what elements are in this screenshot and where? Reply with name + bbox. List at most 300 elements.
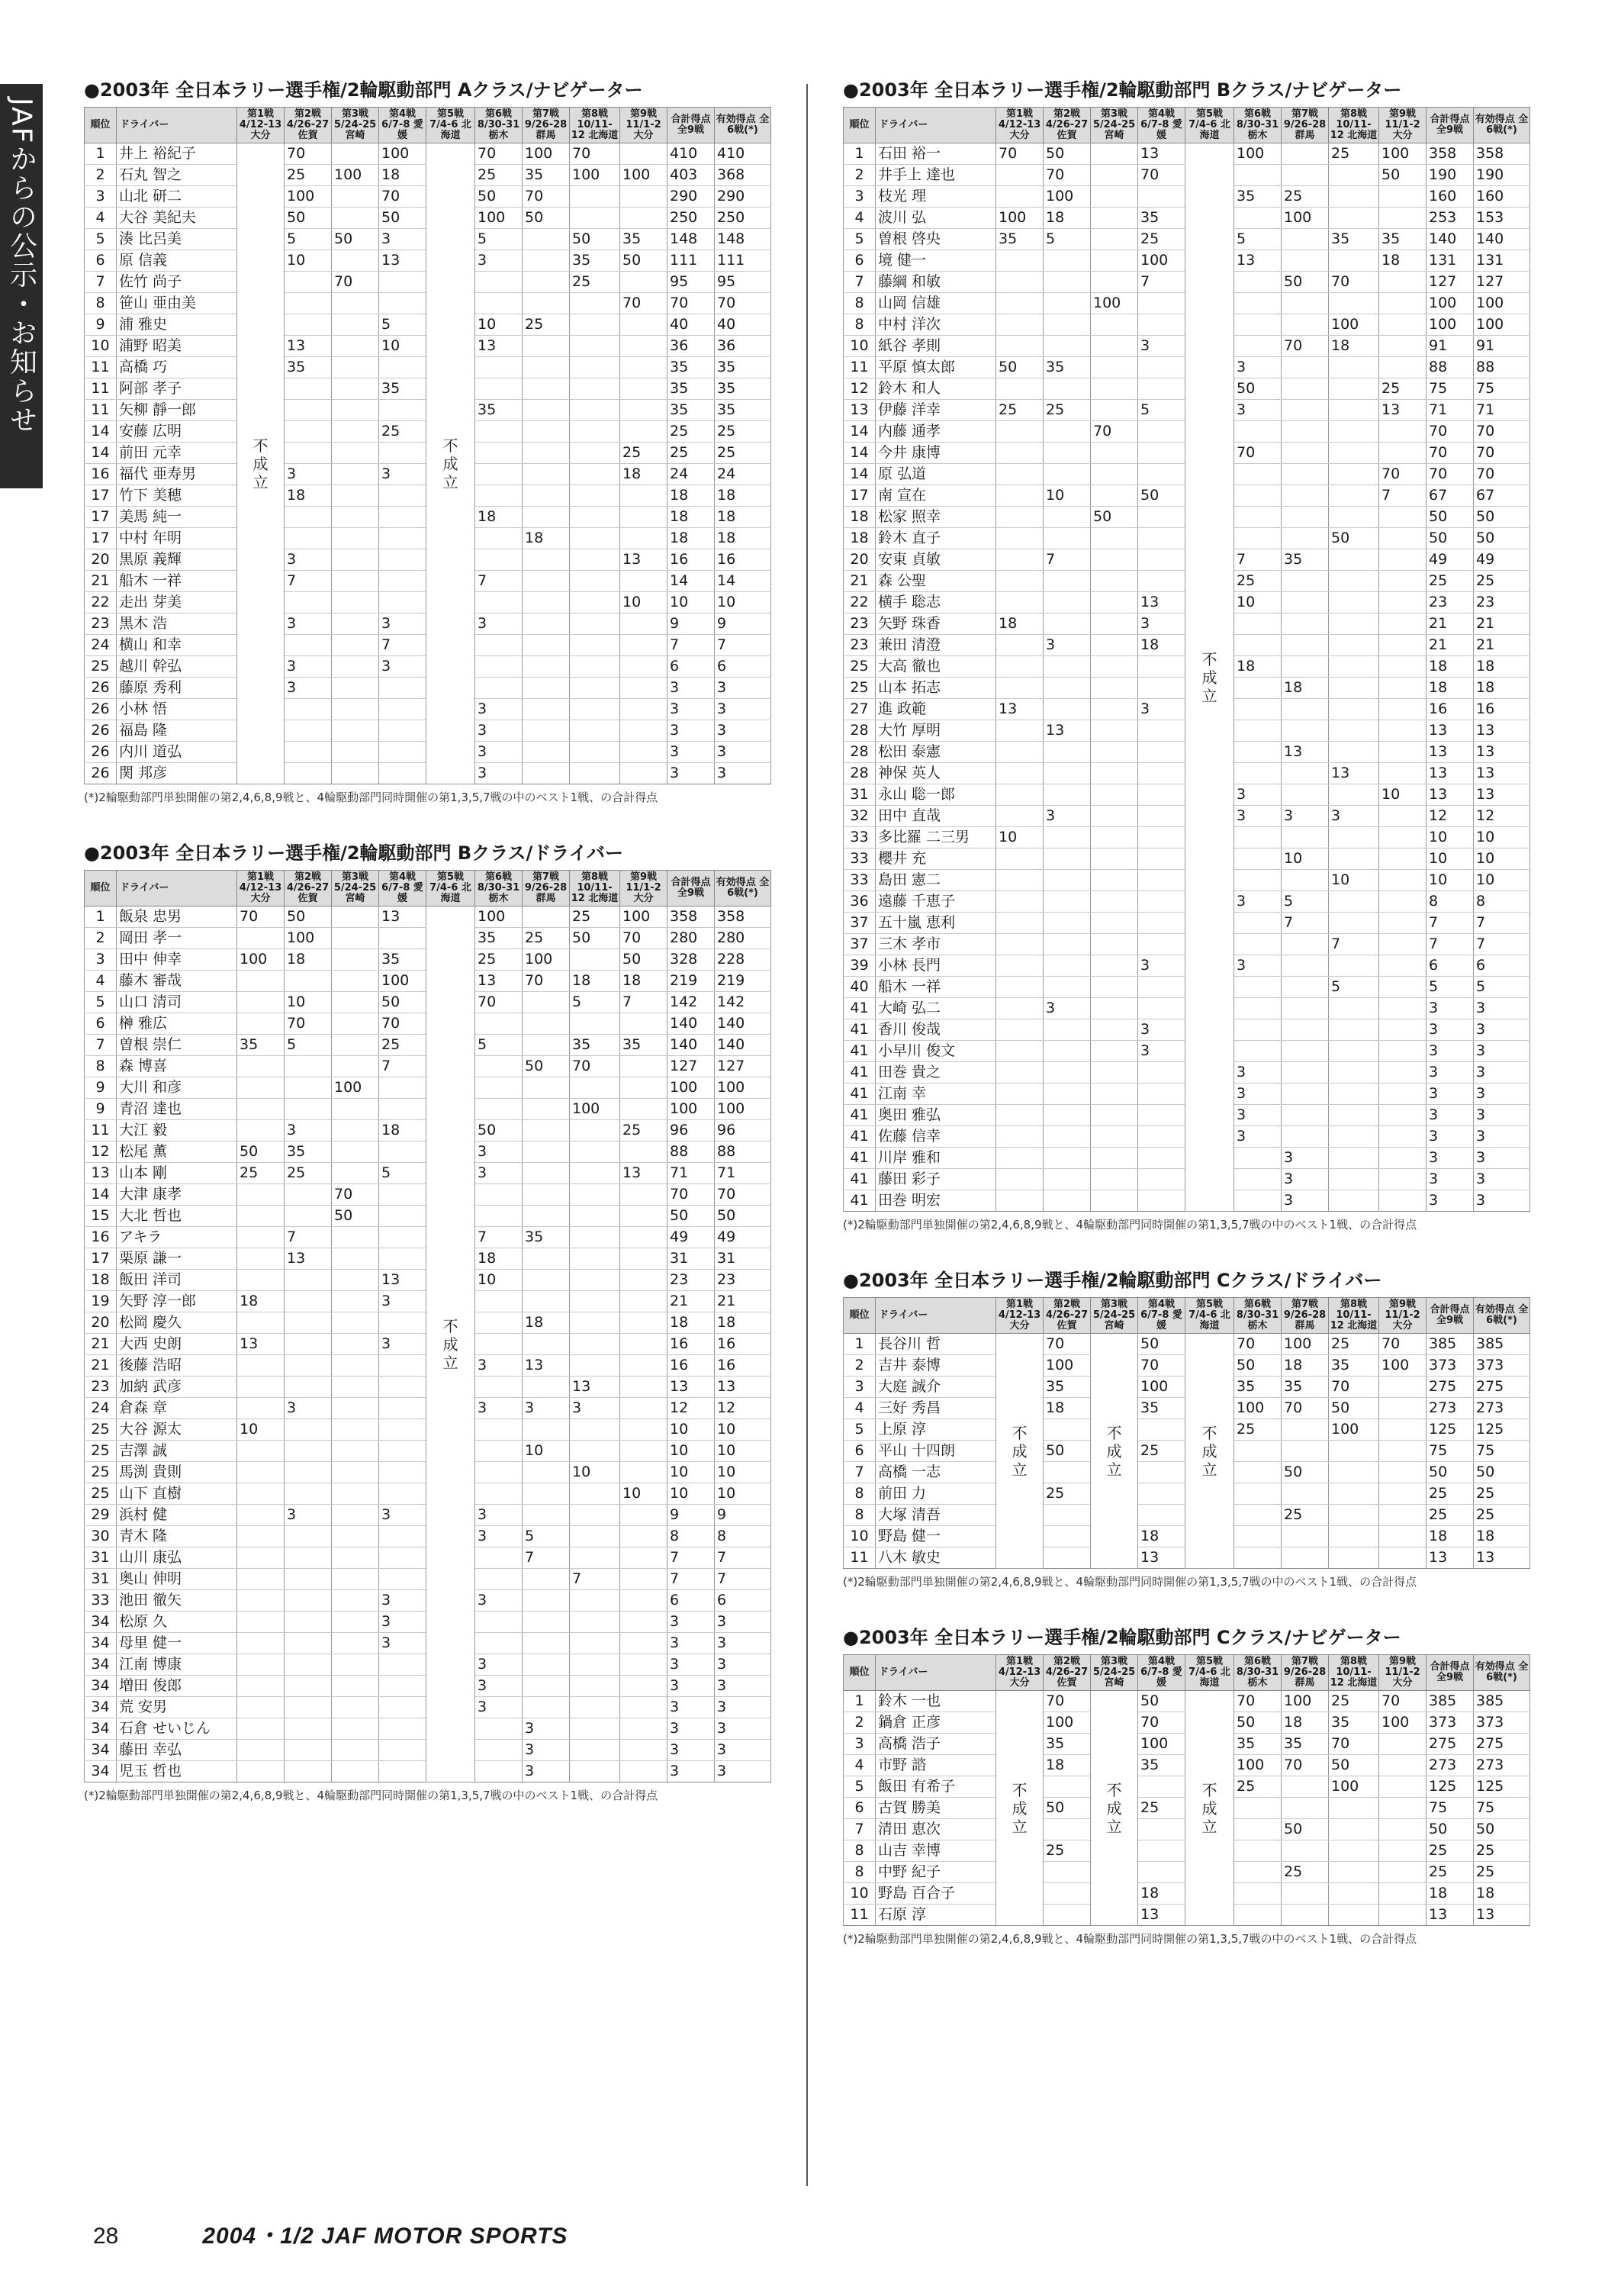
- score-cell: 13: [523, 1355, 570, 1377]
- score-cell: 25: [379, 1035, 426, 1056]
- score-cell: [1329, 1041, 1379, 1062]
- magazine-title: 2004・1/2 JAF MOTOR SPORTS: [202, 2224, 568, 2249]
- score-cell: [1282, 1883, 1329, 1905]
- name-cell: 川岸 雅和: [876, 1148, 996, 1169]
- score-cell: [620, 143, 667, 165]
- score-cell: [475, 1184, 523, 1206]
- score-cell: 25: [667, 443, 715, 464]
- score-cell: 3: [523, 1718, 570, 1740]
- score-cell: [996, 784, 1044, 806]
- name-cell: 野島 健一: [876, 1526, 996, 1547]
- score-cell: 24: [715, 464, 771, 485]
- name-cell: 森 公聖: [876, 571, 996, 592]
- name-cell: 矢野 淳一郎: [117, 1291, 237, 1312]
- header-total: 合計得点 全9戦: [1426, 1655, 1474, 1691]
- score-cell: 18: [1044, 1398, 1091, 1419]
- score-cell: [523, 1120, 570, 1142]
- score-cell: [620, 314, 667, 336]
- score-cell: 3: [1138, 955, 1185, 977]
- score-cell: 3: [1282, 806, 1329, 827]
- score-cell: [1138, 998, 1185, 1019]
- score-cell: 131: [1426, 250, 1474, 272]
- score-cell: [523, 1334, 570, 1355]
- score-cell: 10: [715, 1419, 771, 1441]
- score-cell: [1329, 1883, 1379, 1905]
- score-cell: 12: [1426, 806, 1474, 827]
- score-cell: [285, 1612, 332, 1633]
- score-cell: [996, 507, 1044, 528]
- score-cell: 10: [715, 1441, 771, 1462]
- score-cell: [1329, 400, 1379, 421]
- score-cell: 25: [620, 1120, 667, 1142]
- name-cell: 伊藤 洋幸: [876, 400, 996, 421]
- score-cell: [620, 635, 667, 656]
- score-cell: 10: [570, 1462, 620, 1483]
- score-cell: [1138, 1840, 1185, 1862]
- score-cell: 25: [1329, 1691, 1379, 1712]
- score-cell: [1138, 549, 1185, 571]
- score-cell: 25: [1234, 1776, 1282, 1798]
- score-cell: [996, 1062, 1044, 1084]
- score-cell: [285, 720, 332, 742]
- score-cell: [379, 763, 426, 784]
- score-cell: [1329, 549, 1379, 571]
- header-rank: 順位: [844, 1655, 876, 1691]
- score-cell: [620, 1398, 667, 1419]
- score-cell: 13: [667, 1377, 715, 1398]
- score-cell: 25: [715, 443, 771, 464]
- score-cell: [1234, 1526, 1282, 1547]
- name-cell: 増田 俊郎: [117, 1676, 237, 1697]
- rank-cell: 4: [844, 208, 876, 229]
- rank-cell: 33: [85, 1590, 117, 1612]
- score-cell: 3: [667, 1633, 715, 1654]
- score-cell: [332, 1312, 379, 1334]
- rank-cell: 24: [85, 635, 117, 656]
- rank-cell: 39: [844, 955, 876, 977]
- header-r4: 第4戦 6/7-8 愛媛: [379, 108, 426, 143]
- score-cell: [475, 1312, 523, 1334]
- score-cell: [1044, 891, 1091, 913]
- rank-cell: 34: [85, 1654, 117, 1676]
- name-cell: 井上 裕紀子: [117, 143, 237, 165]
- rank-cell: 20: [85, 1312, 117, 1334]
- score-cell: [1044, 1041, 1091, 1062]
- score-cell: 35: [1138, 208, 1185, 229]
- score-cell: [332, 635, 379, 656]
- rank-cell: 3: [844, 1734, 876, 1755]
- rank-cell: 5: [844, 1776, 876, 1798]
- score-cell: [1329, 913, 1379, 934]
- score-cell: [570, 592, 620, 613]
- name-cell: 古賀 勝美: [876, 1798, 996, 1819]
- name-cell: 美馬 純一: [117, 507, 237, 528]
- score-cell: [1044, 784, 1091, 806]
- score-cell: [1379, 528, 1426, 549]
- score-cell: 50: [1044, 143, 1091, 165]
- score-cell: [620, 1505, 667, 1526]
- score-cell: [570, 1547, 620, 1569]
- column-divider: [806, 84, 808, 2186]
- score-cell: [237, 1761, 285, 1782]
- score-cell: [1379, 571, 1426, 592]
- score-cell: 153: [1474, 208, 1530, 229]
- score-cell: 70: [1329, 1734, 1379, 1755]
- score-cell: 131: [1474, 250, 1530, 272]
- score-cell: [1138, 827, 1185, 849]
- name-cell: 田中 直哉: [876, 806, 996, 827]
- score-cell: [1379, 186, 1426, 208]
- score-cell: 100: [379, 971, 426, 992]
- score-cell: [285, 635, 332, 656]
- header-r2: 第2戦 4/26-27 佐賀: [1044, 108, 1091, 143]
- score-cell: [237, 1312, 285, 1334]
- score-cell: 7: [475, 571, 523, 592]
- score-cell: [1329, 742, 1379, 763]
- score-cell: 5: [285, 229, 332, 250]
- score-cell: 70: [667, 293, 715, 314]
- score-cell: 70: [1379, 1691, 1426, 1712]
- rank-cell: 1: [85, 906, 117, 928]
- score-cell: [332, 186, 379, 208]
- score-cell: 3: [285, 549, 332, 571]
- score-cell: [620, 742, 667, 763]
- score-cell: 3: [1329, 806, 1379, 827]
- score-cell: [523, 992, 570, 1013]
- score-cell: [1379, 720, 1426, 742]
- name-cell: 兼田 清澄: [876, 635, 996, 656]
- score-cell: [620, 421, 667, 443]
- score-cell: [620, 1248, 667, 1270]
- score-cell: [996, 1126, 1044, 1148]
- score-cell: 18: [1379, 250, 1426, 272]
- score-cell: 18: [475, 507, 523, 528]
- header-r1: 第1戦 4/12-13 大分: [996, 1655, 1044, 1691]
- score-cell: 18: [1044, 208, 1091, 229]
- score-cell: 35: [1044, 1734, 1091, 1755]
- rank-cell: 37: [844, 913, 876, 934]
- score-cell: [1091, 571, 1138, 592]
- score-cell: [1091, 378, 1138, 400]
- score-cell: [1234, 720, 1282, 742]
- rank-cell: 28: [844, 742, 876, 763]
- score-cell: 3: [285, 613, 332, 635]
- score-cell: 13: [1234, 250, 1282, 272]
- score-cell: [1329, 1483, 1379, 1505]
- score-cell: 10: [996, 827, 1044, 849]
- score-cell: 18: [667, 1312, 715, 1334]
- score-cell: [1138, 1169, 1185, 1190]
- score-cell: 3: [715, 720, 771, 742]
- score-cell: [1234, 485, 1282, 507]
- score-cell: 18: [715, 528, 771, 549]
- score-cell: [1329, 1505, 1379, 1526]
- score-cell: 100: [667, 1099, 715, 1120]
- score-cell: 18: [1426, 656, 1474, 678]
- score-cell: 18: [1138, 635, 1185, 656]
- rank-cell: 2: [844, 1712, 876, 1734]
- score-cell: 31: [667, 1248, 715, 1270]
- score-cell: 36: [667, 336, 715, 357]
- score-cell: [379, 1462, 426, 1483]
- name-cell: 藤木 審哉: [117, 971, 237, 992]
- score-cell: [996, 1190, 1044, 1212]
- score-cell: [1379, 1734, 1426, 1755]
- score-cell: 70: [1329, 272, 1379, 293]
- score-cell: 18: [523, 528, 570, 549]
- name-cell: 飯田 洋司: [117, 1270, 237, 1291]
- score-cell: [1044, 528, 1091, 549]
- score-cell: 18: [1329, 336, 1379, 357]
- score-cell: 50: [1474, 1819, 1530, 1840]
- name-cell: 高橋 浩子: [876, 1734, 996, 1755]
- score-cell: [1234, 293, 1282, 314]
- score-cell: [1379, 1084, 1426, 1105]
- score-cell: [475, 1077, 523, 1099]
- score-cell: 18: [715, 1312, 771, 1334]
- rank-cell: 7: [844, 1819, 876, 1840]
- score-cell: [1138, 1776, 1185, 1798]
- rank-cell: 25: [844, 678, 876, 699]
- score-cell: [1282, 1062, 1329, 1084]
- score-cell: [1091, 699, 1138, 720]
- score-cell: 35: [1329, 1712, 1379, 1734]
- score-cell: 100: [475, 906, 523, 928]
- score-cell: 96: [715, 1120, 771, 1142]
- score-cell: [1234, 763, 1282, 784]
- score-cell: 3: [285, 1398, 332, 1419]
- score-cell: [570, 1227, 620, 1248]
- name-cell: 福島 隆: [117, 720, 237, 742]
- rank-cell: 1: [844, 1334, 876, 1355]
- score-cell: 3: [379, 464, 426, 485]
- score-cell: [1138, 913, 1185, 934]
- score-cell: 75: [1474, 378, 1530, 400]
- score-cell: [1329, 891, 1379, 913]
- score-cell: [475, 1206, 523, 1227]
- score-cell: 3: [667, 720, 715, 742]
- score-cell: 358: [667, 906, 715, 928]
- header-r6: 第6戦 8/30-31 栃木: [475, 108, 523, 143]
- score-cell: [1379, 1169, 1426, 1190]
- score-cell: 8: [667, 1526, 715, 1547]
- score-cell: [1044, 1148, 1091, 1169]
- score-cell: [1044, 827, 1091, 849]
- score-cell: 50: [379, 208, 426, 229]
- score-cell: 18: [1282, 1712, 1329, 1734]
- score-cell: 3: [475, 1355, 523, 1377]
- score-cell: 12: [1474, 806, 1530, 827]
- score-cell: [332, 1569, 379, 1590]
- score-cell: [379, 1761, 426, 1782]
- name-cell: 曽根 崇仁: [117, 1035, 237, 1056]
- score-cell: [1379, 891, 1426, 913]
- table-b-drv: [84, 841, 770, 1804]
- score-cell: 100: [1426, 293, 1474, 314]
- rank-cell: 12: [85, 1142, 117, 1163]
- rank-cell: 8: [844, 1505, 876, 1526]
- score-cell: 25: [1044, 400, 1091, 421]
- score-cell: [1379, 1019, 1426, 1041]
- score-cell: 70: [1379, 464, 1426, 485]
- rank-cell: 41: [844, 1169, 876, 1190]
- score-cell: 3: [475, 1163, 523, 1184]
- score-cell: [1091, 186, 1138, 208]
- score-cell: [1379, 635, 1426, 656]
- score-cell: 100: [523, 949, 570, 971]
- score-cell: [1044, 1419, 1091, 1441]
- score-cell: [285, 1355, 332, 1377]
- score-cell: [1091, 336, 1138, 357]
- score-cell: 5: [1138, 400, 1185, 421]
- name-cell: 高橋 一志: [876, 1462, 996, 1483]
- score-cell: [620, 1590, 667, 1612]
- score-cell: [1234, 827, 1282, 849]
- score-cell: [1044, 1169, 1091, 1190]
- name-cell: 荒 安男: [117, 1697, 237, 1718]
- score-cell: [1329, 186, 1379, 208]
- score-cell: 373: [1426, 1712, 1474, 1734]
- name-cell: 関 邦彦: [117, 763, 237, 784]
- score-cell: [285, 1419, 332, 1441]
- score-cell: [475, 272, 523, 293]
- score-cell: 190: [1474, 165, 1530, 186]
- score-cell: 50: [285, 906, 332, 928]
- score-cell: 35: [523, 1227, 570, 1248]
- score-cell: 18: [1474, 656, 1530, 678]
- score-cell: 13: [1138, 592, 1185, 613]
- score-cell: 70: [1379, 1334, 1426, 1355]
- score-cell: [1379, 1755, 1426, 1776]
- score-cell: [620, 1654, 667, 1676]
- score-cell: 70: [1044, 1691, 1091, 1712]
- score-cell: [620, 1718, 667, 1740]
- score-cell: 50: [1282, 272, 1329, 293]
- score-cell: [1329, 1819, 1379, 1840]
- score-cell: [1044, 742, 1091, 763]
- score-cell: 3: [1234, 400, 1282, 421]
- score-cell: [379, 1184, 426, 1206]
- score-cell: 50: [1426, 507, 1474, 528]
- score-cell: [285, 1590, 332, 1612]
- score-cell: [332, 1334, 379, 1355]
- rank-cell: 26: [85, 763, 117, 784]
- score-cell: [1329, 955, 1379, 977]
- score-cell: 100: [996, 208, 1044, 229]
- score-cell: [620, 699, 667, 720]
- score-cell: 3: [1474, 1062, 1530, 1084]
- score-cell: [1234, 1798, 1282, 1819]
- header-r8: 第8戦 10/11-12 北海道: [1329, 1655, 1379, 1691]
- table-c-nav: [843, 1625, 1529, 1947]
- score-cell: [570, 336, 620, 357]
- score-cell: [570, 1761, 620, 1782]
- score-cell: [1091, 742, 1138, 763]
- name-cell: 田中 伸幸: [117, 949, 237, 971]
- name-cell: 飯田 有希子: [876, 1776, 996, 1798]
- score-cell: [332, 549, 379, 571]
- score-cell: [996, 421, 1044, 443]
- score-cell: 10: [715, 1483, 771, 1505]
- rank-cell: 2: [85, 928, 117, 949]
- header-r9: 第9戦 11/1-2 大分: [1379, 1655, 1426, 1691]
- score-cell: 3: [667, 1612, 715, 1633]
- name-cell: 紙谷 孝則: [876, 336, 996, 357]
- score-cell: [332, 1419, 379, 1441]
- score-cell: [1138, 571, 1185, 592]
- name-cell: 山北 研二: [117, 186, 237, 208]
- score-cell: [996, 998, 1044, 1019]
- score-cell: [379, 1419, 426, 1441]
- name-cell: 井手上 達也: [876, 165, 996, 186]
- score-cell: [379, 1355, 426, 1377]
- score-cell: 50: [570, 229, 620, 250]
- name-cell: 吉澤 誠: [117, 1441, 237, 1462]
- score-cell: 6: [715, 1590, 771, 1612]
- page-number: 28: [93, 2224, 119, 2249]
- score-cell: [1379, 314, 1426, 336]
- not-held-cell: 不成立: [996, 1691, 1044, 1926]
- score-cell: 50: [332, 1206, 379, 1227]
- rank-cell: 25: [85, 1441, 117, 1462]
- score-cell: 3: [1044, 635, 1091, 656]
- score-cell: [332, 1227, 379, 1248]
- name-cell: 岡田 孝一: [117, 928, 237, 949]
- score-cell: [523, 571, 570, 592]
- score-cell: [620, 1334, 667, 1355]
- footnote: (*)2輪駆動部門単独開催の第2,4,6,8,9戦と、4輪駆動部門同時開催の第1,3,5,7戦の中のベスト1戦、の合計得点: [843, 1218, 1417, 1232]
- score-cell: [1044, 443, 1091, 464]
- rank-cell: 6: [844, 1798, 876, 1819]
- page-footer: [93, 2217, 568, 2250]
- score-cell: [996, 720, 1044, 742]
- score-cell: 50: [1329, 528, 1379, 549]
- score-cell: [1282, 763, 1329, 784]
- score-cell: [1091, 1084, 1138, 1105]
- rank-cell: 31: [85, 1547, 117, 1569]
- score-cell: 140: [1426, 229, 1474, 250]
- score-cell: [1091, 678, 1138, 699]
- score-cell: 3: [285, 1120, 332, 1142]
- score-cell: 7: [1474, 934, 1530, 955]
- score-cell: [285, 293, 332, 314]
- name-cell: 田巻 明宏: [876, 1190, 996, 1212]
- score-cell: 3: [475, 1526, 523, 1547]
- score-cell: [379, 1654, 426, 1676]
- score-cell: 9: [715, 1505, 771, 1526]
- score-cell: 410: [715, 143, 771, 165]
- score-cell: 3: [1474, 1190, 1530, 1212]
- score-cell: [475, 443, 523, 464]
- score-cell: [1091, 1041, 1138, 1062]
- score-cell: 190: [1426, 165, 1474, 186]
- score-cell: 13: [1426, 1905, 1474, 1926]
- score-cell: [996, 293, 1044, 314]
- score-cell: 5: [1329, 977, 1379, 998]
- score-cell: 50: [1138, 1691, 1185, 1712]
- score-cell: 25: [1474, 1505, 1530, 1526]
- score-cell: [237, 1526, 285, 1547]
- name-cell: 松岡 慶久: [117, 1312, 237, 1334]
- name-cell: 浦 雅史: [117, 314, 237, 336]
- score-cell: 100: [1091, 293, 1138, 314]
- score-cell: 125: [1474, 1419, 1530, 1441]
- score-cell: [1379, 1398, 1426, 1419]
- score-cell: [1282, 229, 1329, 250]
- score-cell: [1282, 1483, 1329, 1505]
- name-cell: 母里 健一: [117, 1633, 237, 1654]
- rank-cell: 3: [85, 949, 117, 971]
